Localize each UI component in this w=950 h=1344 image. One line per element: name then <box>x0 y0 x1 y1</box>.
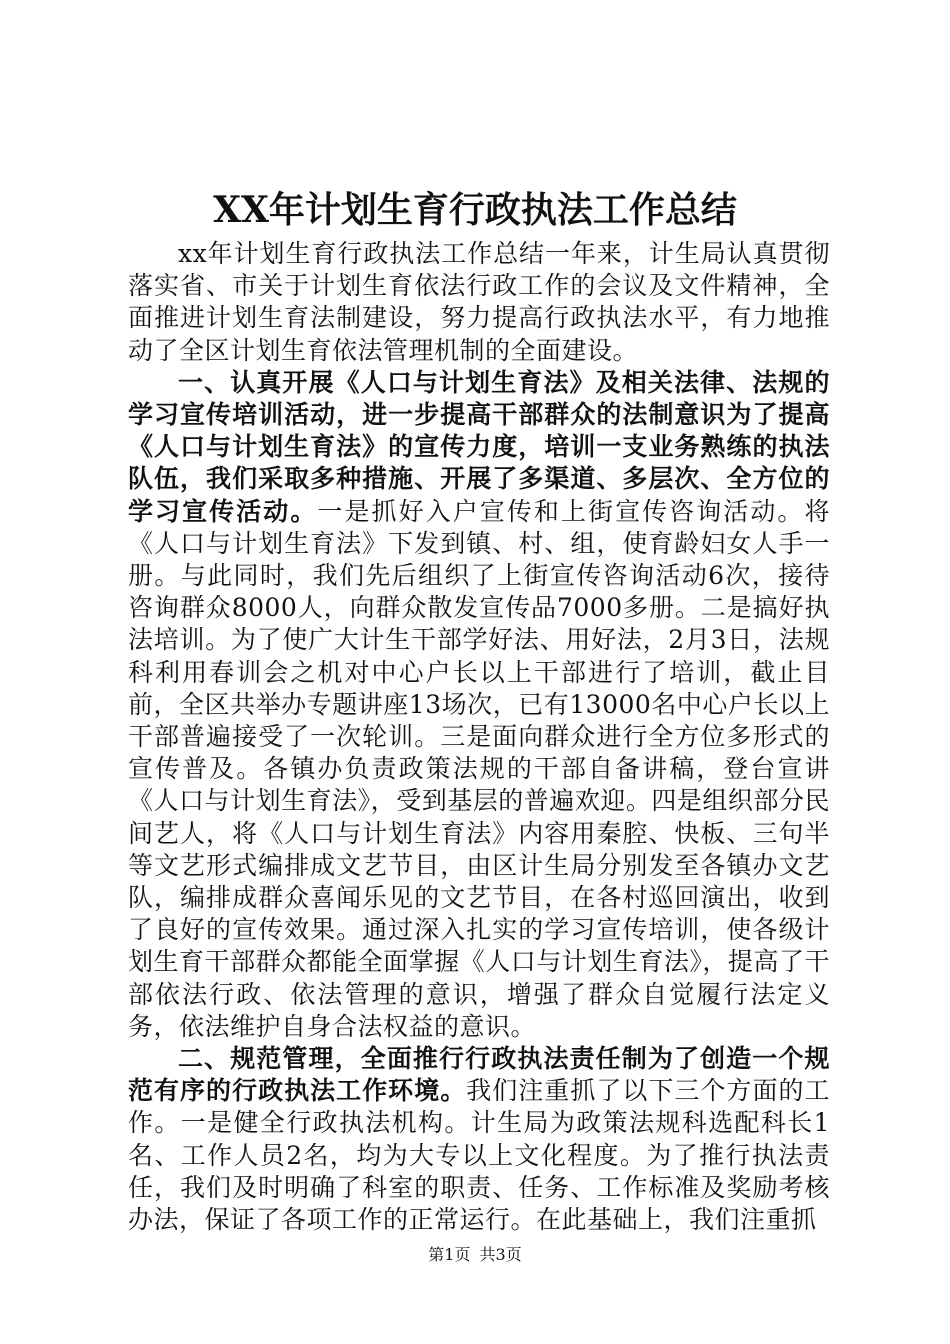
paragraph-text: 一是抓好入户宣传和上街宣传咨询活动。将《人口与计划生育法》下发到镇、村、组，使育龄妇女人手一册。与此同时，我们先后组织了上街宣传咨询活动6次，接待咨询群众8000人，向群众散发宣传品7000多册。二是搞好执法培训。为了使广大计生干部学好法、用好法，2月3日，法规科利用春训会之机对中心户长以上干部进行了培训，截止目前，全区共举办专题讲座13场次，已有13000名中心户长以上干部普遍接受了一次轮训。三是面向群众进行全方位多形式的宣传普及。各镇办负责政策法规的干部自备讲稿，登台宣讲《人口与计划生育法》，受到基层的普遍欢迎。四是组织部分民间艺人，将《人口与计划生育法》内容用秦腔、快板、三句半等文艺形式编排成文艺节目，由区计生局分别发至各镇办文艺队，编排成群众喜闻乐见的文艺节目，在各村巡回演出，收到了良好的宣传效果。通过深入扎实的学习宣传培训，使各级计划生育干部群众都能全面掌握《人口与计划生育法》，提高了干部依法行政、依法管理的意识，增强了群众自觉履行法定义务，依法维护自身合法权益的意识。 <box>128 496 830 1041</box>
paragraph-text: 我们注重抓了以下三个方面的工作。一是健全行政执法机构。计生局为政策法规科选配科长1名、工作人员2名，均为大专以上文化程度。为了推行执法责任，我们及时明确了科室的职责、任务、工作标准及奖励考核办法，保证了各项工作的正常运行。在此基础上，我们注重抓 <box>128 1076 830 1235</box>
page-number: 第1页 <box>428 1245 471 1264</box>
paragraph-intro <box>128 238 830 367</box>
paragraph-text: xx年计划生育行政执法工作总结一年来，计生局认真贯彻落实省、市关于计划生育依法行政工作的会议及文件精神，全面推进计划生育法制建设，努力提高行政执法水平，有力地推动了全区计划生育依法管理机制的全面建设。 <box>128 239 830 365</box>
paragraph-section-1 <box>128 367 830 1043</box>
paragraph-heading: 一、认真开展《人口与计划生育法》及相关法律、法规的学习宣传培训活动，进一步提高干部群众的法制意识为了提高《人口与计划生育法》的宣传力度，培训一支业务熟练的执法队伍，我们采取多种措施、开展了多渠道、多层次、全方位的学习宣传活动。 <box>128 367 830 526</box>
document-title: XX年计划生育行政执法工作总结 <box>213 189 737 231</box>
paragraph-section-2 <box>128 1043 830 1236</box>
page-footer <box>0 1244 950 1266</box>
page-total: 共3页 <box>479 1245 522 1264</box>
document-body <box>128 238 830 1236</box>
paragraph-heading: 二、规范管理，全面推行行政执法责任制为了创造一个规范有序的行政执法工作环境。 <box>128 1044 830 1106</box>
